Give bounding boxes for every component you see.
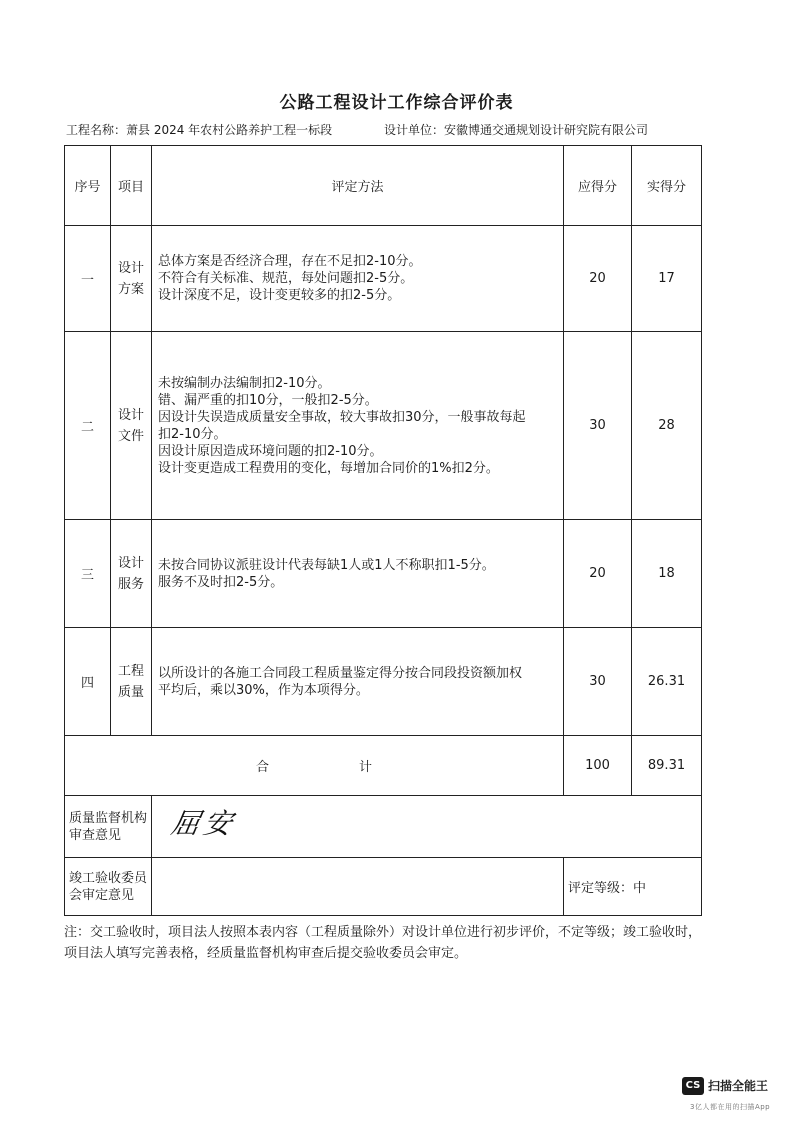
supervision-label: 质量监督机构审查意见 xyxy=(65,796,152,858)
row-seq: 四 xyxy=(65,628,111,736)
project-name: 工程名称：萧县 2024 年农村公路养护工程一标段 xyxy=(66,123,333,137)
row-item: 设计 服务 xyxy=(111,520,152,628)
camscanner-name: 扫描全能王 xyxy=(708,1079,769,1093)
row-method: 以所设计的各施工合同段工程质量鉴定得分按合同段投资额加权 平均后，乘以30%，作为本项得分。 xyxy=(152,628,564,736)
design-unit: 设计单位：安徽博通交通规划设计研究院有限公司 xyxy=(384,123,649,137)
table-row xyxy=(65,628,702,736)
page-title: 公路工程设计工作综合评价表 xyxy=(279,93,514,113)
camscanner-logo-icon: CS xyxy=(682,1077,704,1095)
row-item: 设计 方案 xyxy=(111,226,152,332)
table-row xyxy=(65,520,702,628)
row-should: 30 xyxy=(564,628,632,736)
row-should: 30 xyxy=(564,332,632,520)
header-row xyxy=(65,146,702,226)
header-actual: 实得分 xyxy=(632,146,702,226)
camscanner-tagline: 3亿人都在用的扫描App xyxy=(690,1103,771,1111)
row-method: 未按合同协议派驻设计代表每缺1人或1人不称职扣1-5分。 服务不及时扣2-5分。 xyxy=(152,520,564,628)
signature: 屈安 xyxy=(168,807,239,840)
row-seq: 一 xyxy=(65,226,111,332)
evaluation-table xyxy=(64,145,702,916)
row-seq: 三 xyxy=(65,520,111,628)
total-label: 合 计 xyxy=(65,736,564,796)
header-should: 应得分 xyxy=(564,146,632,226)
table-row xyxy=(65,226,702,332)
total-actual: 89.31 xyxy=(632,736,702,796)
row-actual: 28 xyxy=(632,332,702,520)
header-item: 项目 xyxy=(111,146,152,226)
row-actual: 26.31 xyxy=(632,628,702,736)
header-method: 评定方法 xyxy=(152,146,564,226)
acceptance-label: 竣工验收委员会审定意见 xyxy=(65,858,152,916)
row-should: 20 xyxy=(564,226,632,332)
row-actual: 17 xyxy=(632,226,702,332)
acceptance-opinion xyxy=(152,858,564,916)
supervision-row xyxy=(65,796,702,858)
footnote: 注：交工验收时，项目法人按照本表内容（工程质量除外）对设计单位进行初步评价，不定等级；竣工验收时，项目法人填写完善表格，经质量监督机构审查后提交验收委员会审定。 xyxy=(64,925,702,961)
total-row xyxy=(65,736,702,796)
row-method: 未按编制办法编制扣2-10分。 错、漏严重的扣10分，一般扣2-5分。 因设计失误造成质量安全事故，较大事故扣30分，一般事故每起 扣2-10分。 因设计原因造成环境问题的扣2-10分。 设计变更造成工程费用的变化，每增加合同价的1%扣2分。 xyxy=(152,332,564,520)
total-should: 100 xyxy=(564,736,632,796)
acceptance-row xyxy=(65,858,702,916)
row-actual: 18 xyxy=(632,520,702,628)
supervision-opinion xyxy=(152,796,702,858)
row-method: 总体方案是否经济合理，存在不足扣2-10分。 不符合有关标准、规范，每处问题扣2-5分。 设计深度不足，设计变更较多的扣2-5分。 xyxy=(152,226,564,332)
row-item: 工程 质量 xyxy=(111,628,152,736)
row-seq: 二 xyxy=(65,332,111,520)
row-should: 20 xyxy=(564,520,632,628)
header-seq: 序号 xyxy=(65,146,111,226)
acceptance-grade: 评定等级：中 xyxy=(564,858,702,916)
row-item: 设计 文件 xyxy=(111,332,152,520)
table-row xyxy=(65,332,702,520)
